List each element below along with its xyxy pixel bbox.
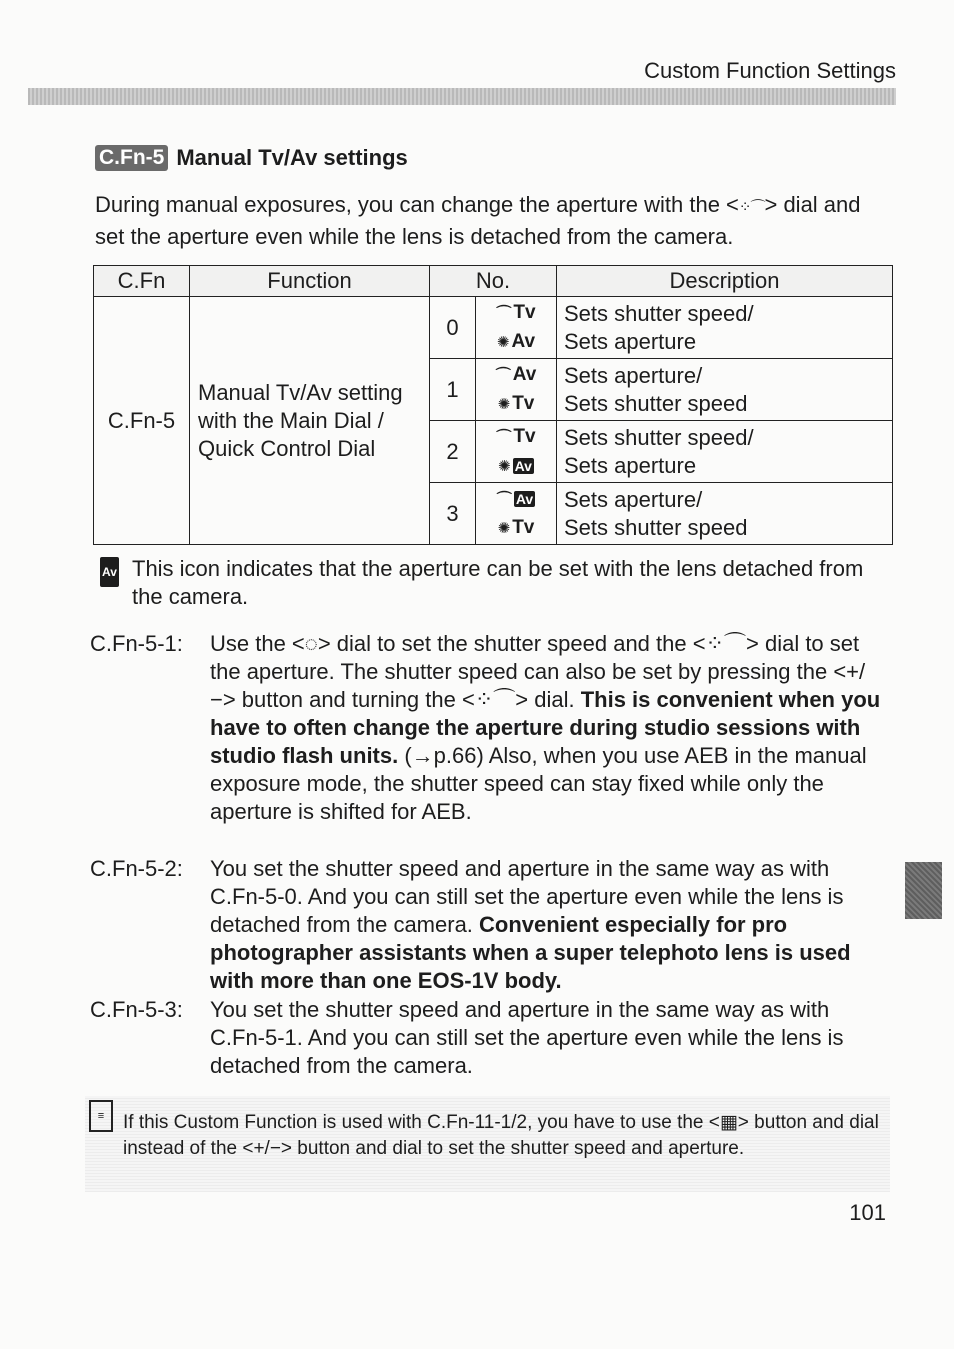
intro-paragraph: During manual exposures, you can change the aperture with the <⁘⌒> dial and set the aperture even while the lens is detached from the camera. bbox=[95, 192, 861, 249]
quick-control-dial-icon: ✺ bbox=[497, 395, 511, 413]
setting-number: 0 bbox=[430, 297, 476, 359]
description-cell: Sets aperture/ Sets shutter speed bbox=[557, 359, 893, 421]
setting-label: C.Fn-5-2: bbox=[90, 856, 183, 881]
setting-body: You set the shutter speed and aperture in the same way as with C.Fn-5-0. And you can still set the aperture even while the lens is detached from the camera. Convenient especially for pro photographer assistants when a super telephoto lens is used with more than one EOS-1V body. bbox=[210, 856, 851, 993]
icon-note-text: This icon indicates that the aperture can be set with the lens detached from the camera. bbox=[132, 556, 864, 609]
lens-detached-av-icon: Av bbox=[100, 557, 119, 587]
header-function: Function bbox=[190, 266, 430, 297]
cfn-badge: C.Fn-5 bbox=[95, 145, 168, 171]
header-cfn: C.Fn bbox=[94, 266, 190, 297]
main-dial-icon: ⁘⌒ bbox=[738, 199, 765, 216]
header-title: Custom Function Settings bbox=[644, 58, 896, 83]
dial-icons-cell: ⌒ Av ✺ Tv bbox=[476, 483, 557, 545]
quick-control-dial-icon: ✺ bbox=[497, 519, 511, 537]
header-band bbox=[28, 88, 896, 105]
table-header-row bbox=[94, 266, 893, 297]
icon-note bbox=[100, 555, 890, 611]
dial-icons-cell: ⌒ Tv ✺ Av bbox=[476, 421, 557, 483]
setting-label: C.Fn-5-1: bbox=[90, 631, 183, 656]
section-title: Manual Tv/Av settings bbox=[176, 145, 408, 170]
main-dial-icon: ⌒ bbox=[496, 490, 512, 508]
setting-item bbox=[90, 630, 890, 826]
setting-label: C.Fn-5-3: bbox=[90, 997, 183, 1022]
quick-control-dial-icon: ✺ bbox=[498, 457, 511, 475]
header-description: Description bbox=[557, 266, 893, 297]
cfn-cell: C.Fn-5 bbox=[94, 297, 190, 545]
main-dial-icon: ⌒ bbox=[496, 428, 512, 446]
description-cell: Sets shutter speed/ Sets aperture bbox=[557, 421, 893, 483]
dial-icons-cell: ⌒ Av ✺ Tv bbox=[476, 359, 557, 421]
setting-body: You set the shutter speed and aperture in the same way as with C.Fn-5-1. And you can still set the aperture even while the lens is detached from the camera. bbox=[210, 997, 844, 1078]
chapter-thumb-tab bbox=[905, 862, 942, 919]
description-cell: Sets aperture/ Sets shutter speed bbox=[557, 483, 893, 545]
description-cell: Sets shutter speed/ Sets aperture bbox=[557, 297, 893, 359]
setting-number: 2 bbox=[430, 421, 476, 483]
page-number: 101 bbox=[849, 1200, 886, 1225]
setting-item bbox=[90, 855, 890, 995]
setting-number: 1 bbox=[430, 359, 476, 421]
function-cell: Manual Tv/Av setting with the Main Dial / Quick Control Dial bbox=[190, 297, 430, 545]
main-dial-icon: ⌒ bbox=[496, 304, 512, 322]
memo-text: If this Custom Function is used with C.Fn-11-1/2, you have to use the <▦> button and dial instead of the <+/−> button and dial to set the shutter speed and aperture. bbox=[123, 1112, 879, 1159]
table-row bbox=[94, 297, 893, 359]
lens-detached-av-icon: Av bbox=[515, 490, 534, 507]
lens-detached-av-icon: Av bbox=[514, 457, 532, 474]
dial-icons-cell: ⌒ Tv ✺ Av bbox=[476, 297, 557, 359]
main-dial-icon: ⌒ bbox=[495, 366, 511, 384]
memo-icon: ≡ bbox=[89, 1100, 113, 1132]
setting-body: Use the <◌> dial to set the shutter speed and the <⁘⌒> dial to set the aperture. The shutter speed can also be set by pressing the <+/−> button and turning the <⁘⌒> dial. This is convenient when you have to often change the aperture during studio sessions with studio flash units. (→p.66) Also, when you use AEB in the manual exposure mode, the shutter speed can stay fixed while only the aperture is shifted for AEB. bbox=[210, 631, 881, 824]
function-table bbox=[93, 265, 893, 545]
header-no: No. bbox=[430, 266, 557, 297]
setting-item bbox=[90, 996, 890, 1080]
quick-control-dial-icon: ✺ bbox=[496, 333, 510, 351]
section-heading bbox=[95, 145, 408, 171]
setting-number: 3 bbox=[430, 483, 476, 545]
memo-box bbox=[85, 1096, 890, 1192]
